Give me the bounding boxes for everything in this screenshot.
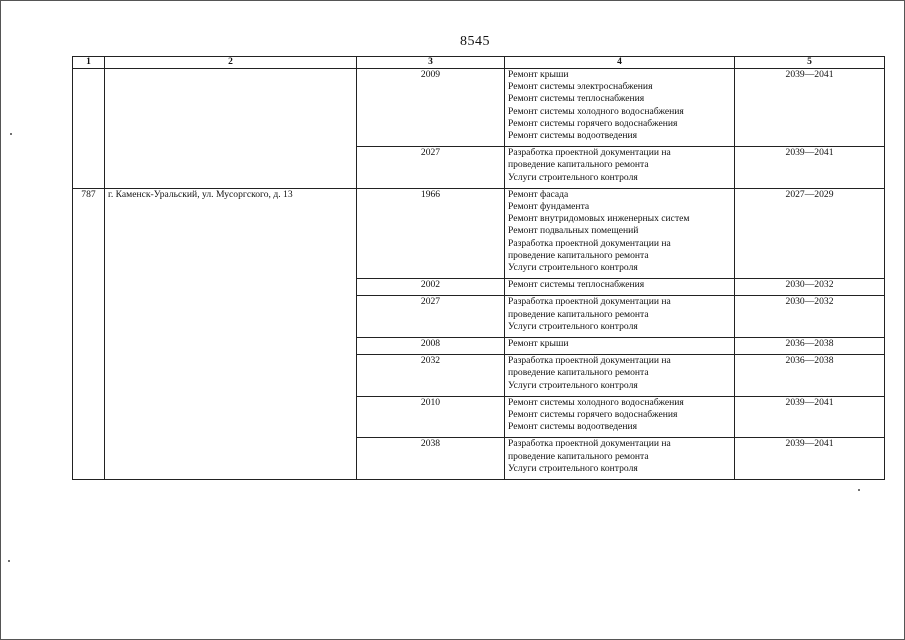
page-number: 8545 bbox=[460, 34, 490, 49]
work-item: Услуги строительного контроля bbox=[508, 462, 638, 474]
period-cell: 2039—2041 bbox=[735, 396, 885, 438]
column-header-3: 3 bbox=[357, 57, 505, 69]
work-item: Ремонт системы водоотведения bbox=[508, 130, 638, 142]
period-cell: 2039—2041 bbox=[735, 147, 885, 189]
scan-speck bbox=[10, 133, 12, 135]
works-cell bbox=[505, 296, 735, 338]
work-item: Ремонт системы теплоснабжения bbox=[508, 279, 645, 291]
work-item: Услуги строительного контроля bbox=[508, 262, 638, 274]
work-item: Услуги строительного контроля bbox=[508, 320, 638, 332]
address-cell: г. Каменск-Уральский, ул. Мусоргского, д. 13 bbox=[105, 188, 357, 479]
entry-number-cell bbox=[73, 69, 105, 189]
build-year-cell: 2038 bbox=[357, 438, 505, 480]
work-item: Услуги строительного контроля bbox=[508, 171, 638, 183]
work-item: Ремонт системы теплоснабжения bbox=[508, 93, 645, 105]
build-year-cell: 2010 bbox=[357, 396, 505, 438]
work-item: Услуги строительного контроля bbox=[508, 379, 638, 391]
table-row bbox=[73, 188, 885, 278]
works-cell bbox=[505, 188, 735, 278]
works-cell bbox=[505, 396, 735, 438]
period-cell: 2030—2032 bbox=[735, 296, 885, 338]
column-header-5: 5 bbox=[735, 57, 885, 69]
work-item: Разработка проектной документации на bbox=[508, 147, 671, 159]
scan-speck bbox=[8, 560, 10, 562]
column-header-2: 2 bbox=[105, 57, 357, 69]
work-item: Разработка проектной документации на bbox=[508, 438, 671, 450]
work-item: проведение капитального ремонта bbox=[508, 367, 649, 379]
period-cell: 2036—2038 bbox=[735, 338, 885, 355]
period-cell: 2039—2041 bbox=[735, 69, 885, 147]
address-cell bbox=[105, 69, 357, 189]
period-cell: 2030—2032 bbox=[735, 279, 885, 296]
works-cell bbox=[505, 279, 735, 296]
work-item: проведение капитального ремонта bbox=[508, 159, 649, 171]
work-item: Ремонт системы водоотведения bbox=[508, 421, 638, 433]
build-year-cell: 2032 bbox=[357, 355, 505, 397]
capital-repair-table bbox=[72, 56, 885, 480]
build-year-cell: 2002 bbox=[357, 279, 505, 296]
works-cell bbox=[505, 355, 735, 397]
work-item: Ремонт крыши bbox=[508, 338, 569, 350]
work-item: Ремонт фасада bbox=[508, 188, 569, 200]
works-cell bbox=[505, 438, 735, 480]
header-row bbox=[73, 57, 885, 69]
work-item: проведение капитального ремонта bbox=[508, 249, 649, 261]
entry-number-cell: 787 bbox=[73, 188, 105, 479]
works-cell bbox=[505, 338, 735, 355]
table-body bbox=[73, 69, 885, 480]
works-cell bbox=[505, 69, 735, 147]
work-item: Разработка проектной документации на bbox=[508, 355, 671, 367]
work-item: Ремонт системы электроснабжения bbox=[508, 81, 653, 93]
work-item: Ремонт внутридомовых инженерных систем bbox=[508, 213, 690, 225]
period-cell: 2027—2029 bbox=[735, 188, 885, 278]
period-cell: 2039—2041 bbox=[735, 438, 885, 480]
period-cell: 2036—2038 bbox=[735, 355, 885, 397]
work-item: проведение капитального ремонта bbox=[508, 308, 649, 320]
work-item: Ремонт системы горячего водоснабжения bbox=[508, 117, 678, 129]
work-item: проведение капитального ремонта bbox=[508, 450, 649, 462]
column-header-1: 1 bbox=[73, 57, 105, 69]
work-item: Ремонт подвальных помещений bbox=[508, 225, 639, 237]
build-year-cell: 2027 bbox=[357, 147, 505, 189]
work-item: Ремонт системы холодного водоснабжения bbox=[508, 396, 684, 408]
work-item: Разработка проектной документации на bbox=[508, 237, 671, 249]
build-year-cell: 1966 bbox=[357, 188, 505, 278]
scan-speck bbox=[858, 489, 860, 491]
work-item: Ремонт системы горячего водоснабжения bbox=[508, 409, 678, 421]
work-item: Ремонт фундамента bbox=[508, 201, 590, 213]
build-year-cell: 2009 bbox=[357, 69, 505, 147]
work-item: Ремонт системы холодного водоснабжения bbox=[508, 105, 684, 117]
column-header-4: 4 bbox=[505, 57, 735, 69]
table-row bbox=[73, 69, 885, 147]
build-year-cell: 2027 bbox=[357, 296, 505, 338]
works-cell bbox=[505, 147, 735, 189]
build-year-cell: 2008 bbox=[357, 338, 505, 355]
work-item: Разработка проектной документации на bbox=[508, 296, 671, 308]
work-item: Ремонт крыши bbox=[508, 69, 569, 80]
